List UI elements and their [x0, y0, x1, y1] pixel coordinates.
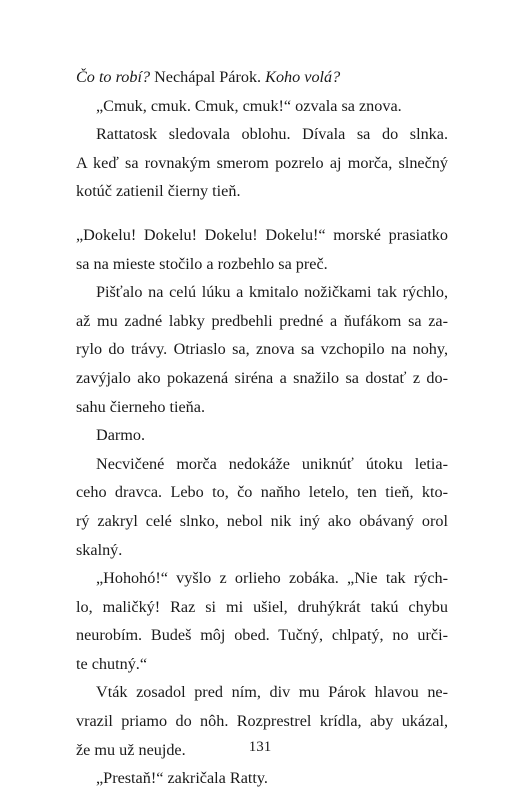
text-segment: „Prestaň!“ zakričala Ratty. [96, 769, 268, 788]
text-line [76, 63, 448, 92]
text-line [76, 536, 448, 565]
text-segment: Nechápal Párok. [150, 68, 266, 86]
paragraph [76, 221, 448, 278]
italic-text: Koho volá? [265, 68, 341, 86]
text-line [76, 707, 448, 736]
text-segment: až mu zadné labky predbehli predné a ňufákom sa za- [76, 311, 448, 330]
text-segment: sa na mieste stočilo a rozbehlo sa preč. [76, 254, 328, 273]
text-line [76, 564, 448, 593]
text-line [76, 177, 448, 206]
text-segment: že mu už neujde. [76, 740, 186, 759]
text-segment: rý zakryl celé slnko, nebol nik iný ako obávaný orol [76, 511, 448, 530]
italic-text: Čo to robí? [76, 68, 151, 86]
text-line [76, 120, 448, 149]
text-line [76, 678, 448, 707]
paragraph [76, 278, 448, 421]
text-line [76, 92, 448, 121]
text-line [76, 149, 448, 178]
body-text [76, 63, 448, 793]
paragraph-gap [76, 206, 448, 221]
paragraph [76, 92, 448, 121]
paragraph [76, 421, 448, 450]
text-segment: sahu čierneho tieňa. [76, 397, 205, 416]
text-line [76, 221, 448, 250]
text-line [76, 250, 448, 279]
text-line [76, 421, 448, 450]
text-segment: A keď sa rovnakým smerom pozrelo aj morča, slnečný [76, 153, 448, 172]
text-line [76, 478, 448, 507]
text-segment: Vták zosadol pred ním, div mu Párok hlavou ne- [96, 683, 448, 702]
text-line [76, 593, 448, 622]
text-segment: Pišťalo na celú lúku a kmitalo nožičkami tak rýchlo, [96, 283, 448, 302]
text-segment: lo, maličký! Raz si mi ušiel, druhýkrát takú chybu [76, 597, 448, 616]
text-segment: rylo do trávy. Otriaslo sa, znova sa vzchopilo na nohy, [76, 340, 448, 359]
text-segment: vrazil priamo do nôh. Rozprestrel krídla, aby ukázal, [76, 712, 448, 731]
paragraph [76, 120, 448, 206]
text-segment: neurobím. Budeš môj obed. Tučný, chlpatý, no urči- [76, 626, 448, 645]
text-segment: Necvičené morča nedokáže uniknúť útoku letia- [96, 454, 448, 473]
text-line [76, 621, 448, 650]
paragraph [76, 63, 448, 92]
text-segment: kotúč zatienil čierny tieň. [76, 182, 241, 201]
text-segment: „Hohohó!“ vyšlo z orlieho zobáka. „Nie tak rých- [96, 569, 448, 588]
text-line [76, 450, 448, 479]
text-line [76, 764, 448, 793]
text-segment: „Dokelu! Dokelu! Dokelu! Dokelu!“ morské prasiatko [76, 225, 448, 244]
paragraph [76, 764, 448, 793]
text-line [76, 364, 448, 393]
page-number: 131 [248, 739, 272, 755]
paragraph [76, 564, 448, 678]
text-segment: „Cmuk, cmuk. Cmuk, cmuk!“ ozvala sa znova. [96, 96, 402, 115]
text-segment: te chutný.“ [76, 654, 148, 673]
text-segment: skalný. [76, 540, 123, 559]
text-segment: ceho dravca. Lebo to, čo naňho letelo, ten tieň, kto- [76, 483, 448, 502]
text-line [76, 507, 448, 536]
text-line [76, 393, 448, 422]
text-line [76, 278, 448, 307]
text-line [76, 335, 448, 364]
text-segment: Darmo. [96, 426, 145, 445]
text-segment: Rattatosk sledovala oblohu. Dívala sa do slnka. [96, 125, 448, 144]
text-line [76, 307, 448, 336]
text-line [76, 650, 448, 679]
paragraph [76, 450, 448, 564]
text-segment: zavýjalo ako pokazená siréna a snažilo sa dostať z do- [76, 368, 448, 387]
